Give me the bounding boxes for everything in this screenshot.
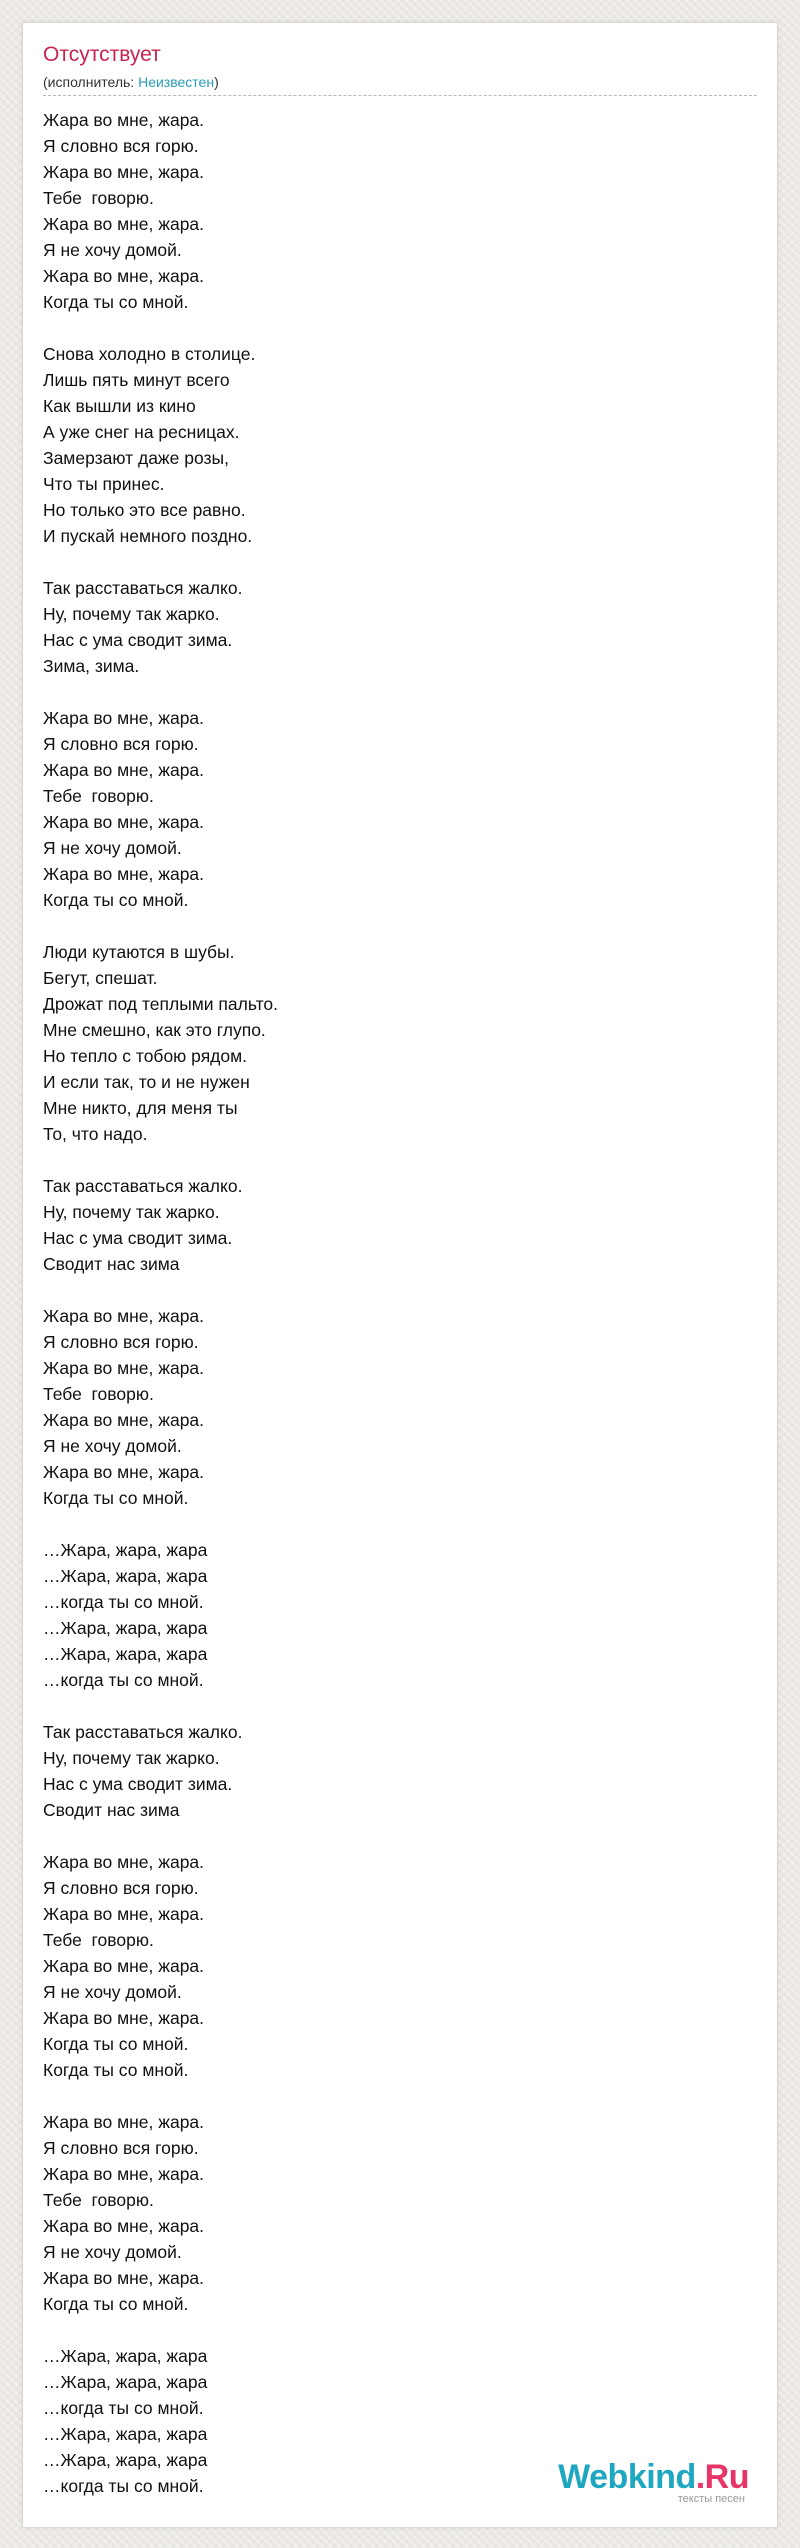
lyrics-line: Жара во мне, жара. — [43, 2216, 205, 2236]
lyrics-line: …когда ты со мной. — [43, 2398, 204, 2418]
lyrics-line: Но тепло с тобою рядом. — [43, 1046, 248, 1066]
logo-word: Webkind — [558, 2458, 696, 2496]
lyrics-line: Жара во мне, жара. — [43, 1852, 205, 1872]
lyrics-line: Нас с ума сводит зима. — [43, 1774, 233, 1794]
stanza-gap — [43, 1277, 743, 1303]
lyrics-line: Сводит нас зима — [43, 1254, 180, 1274]
lyrics-line: Сводит нас зима — [43, 1800, 180, 1820]
lyrics-line: Я словно вся горю. — [43, 1332, 199, 1352]
lyrics-line: Когда ты со мной. — [43, 2034, 189, 2054]
stanza-gap — [43, 1511, 743, 1537]
lyrics-line: Я словно вся горю. — [43, 734, 199, 754]
lyrics-line: Жара во мне, жара. — [43, 266, 205, 286]
lyrics-stanza — [43, 705, 743, 913]
lyrics-line: Люди кутаются в шубы. — [43, 942, 235, 962]
lyrics-line: Жара во мне, жара. — [43, 864, 205, 884]
lyrics-stanza — [43, 107, 743, 315]
lyrics-line: Тебе говорю. — [43, 1384, 154, 1404]
lyrics-stanza — [43, 1849, 743, 2083]
lyrics-line: Я не хочу домой. — [43, 1982, 182, 2002]
lyrics-line: …Жара, жара, жара — [43, 2424, 208, 2444]
lyrics-line: Жара во мне, жара. — [43, 1956, 205, 1976]
lyrics-line: …когда ты со мной. — [43, 2476, 204, 2496]
lyrics-stanza — [43, 341, 743, 549]
artist-line — [43, 73, 219, 91]
lyrics-line: Жара во мне, жара. — [43, 214, 205, 234]
lyrics-line: Жара во мне, жара. — [43, 162, 205, 182]
lyrics-line: Я словно вся горю. — [43, 2138, 199, 2158]
stanza-gap — [43, 1693, 743, 1719]
stanza-gap — [43, 679, 743, 705]
lyrics-stanza — [43, 2109, 743, 2317]
lyrics-line: Зима, зима. — [43, 656, 140, 676]
lyrics-line: Жара во мне, жара. — [43, 1462, 205, 1482]
lyrics-line: Жара во мне, жара. — [43, 708, 205, 728]
lyrics-line: Жара во мне, жара. — [43, 1358, 205, 1378]
lyrics-line: …Жара, жара, жара — [43, 1644, 208, 1664]
lyrics-line: …Жара, жара, жара — [43, 2346, 208, 2366]
lyrics-line: Ну, почему так жарко. — [43, 604, 220, 624]
lyrics-line: И если так, то и не нужен — [43, 1072, 250, 1092]
lyrics-line: Жара во мне, жара. — [43, 1904, 205, 1924]
lyrics-line: Дрожат под теплыми пальто. — [43, 994, 279, 1014]
lyrics-card — [22, 22, 778, 2528]
lyrics-line: Я не хочу домой. — [43, 2242, 182, 2262]
logo-tagline: тексты песен — [677, 2493, 745, 2505]
lyrics-line: …Жара, жара, жара — [43, 1540, 208, 1560]
lyrics-line: Замерзают даже розы, — [43, 448, 229, 468]
lyrics-line: Снова холодно в столице. — [43, 344, 256, 364]
stanza-gap — [43, 315, 743, 341]
lyrics-line: Бегут, спешат. — [43, 968, 158, 988]
artist-suffix: ) — [214, 74, 219, 90]
lyrics-line: Тебе говорю. — [43, 786, 154, 806]
lyrics-line: Но только это все равно. — [43, 500, 246, 520]
lyrics-line: Жара во мне, жара. — [43, 2008, 205, 2028]
lyrics-line: Жара во мне, жара. — [43, 2268, 205, 2288]
artist-link[interactable]: Неизвестен — [138, 74, 215, 90]
lyrics-line: …Жара, жара, жара — [43, 1566, 208, 1586]
lyrics-stanza — [43, 939, 743, 1147]
lyrics-line: Жара во мне, жара. — [43, 2164, 205, 2184]
lyrics-stanza — [43, 1719, 743, 1823]
lyrics-line: …Жара, жара, жара — [43, 2450, 208, 2470]
lyrics-line: Жара во мне, жара. — [43, 812, 205, 832]
lyrics-line: Что ты принес. — [43, 474, 165, 494]
logo-wordmark — [558, 2460, 749, 2494]
artist-prefix: (исполнитель: — [43, 74, 139, 90]
lyrics-stanza — [43, 1303, 743, 1511]
lyrics-line: И пускай немного поздно. — [43, 526, 253, 546]
lyrics-line: Когда ты со мной. — [43, 292, 189, 312]
lyrics-line: Так расставаться жалко. — [43, 578, 243, 598]
lyrics-line: Я словно вся горю. — [43, 1878, 199, 1898]
lyrics-line: Я не хочу домой. — [43, 838, 182, 858]
lyrics-line: Как вышли из кино — [43, 396, 196, 416]
site-logo[interactable] — [558, 2460, 749, 2505]
song-title: Отсутствует — [43, 43, 161, 66]
stanza-gap — [43, 2083, 743, 2109]
lyrics-line: Ну, почему так жарко. — [43, 1748, 220, 1768]
lyrics-stanza — [43, 1173, 743, 1277]
lyrics-line: Мне никто, для меня ты — [43, 1098, 238, 1118]
lyrics-body — [43, 107, 743, 2499]
lyrics-line: Тебе говорю. — [43, 2190, 154, 2210]
lyrics-line: Мне смешно, как это глупо. — [43, 1020, 266, 1040]
stanza-gap — [43, 549, 743, 575]
lyrics-line: …Жара, жара, жара — [43, 1618, 208, 1638]
lyrics-line: То, что надо. — [43, 1124, 148, 1144]
lyrics-line: Тебе говорю. — [43, 188, 154, 208]
lyrics-stanza — [43, 1537, 743, 1693]
lyrics-line: А уже снег на ресницах. — [43, 422, 240, 442]
stanza-gap — [43, 1823, 743, 1849]
lyrics-line: Жара во мне, жара. — [43, 1410, 205, 1430]
lyrics-line: Когда ты со мной. — [43, 2060, 189, 2080]
lyrics-line: Жара во мне, жара. — [43, 110, 205, 130]
lyrics-line: Я словно вся горю. — [43, 136, 199, 156]
stanza-gap — [43, 913, 743, 939]
lyrics-line: Жара во мне, жара. — [43, 760, 205, 780]
lyrics-line: Нас с ума сводит зима. — [43, 1228, 233, 1248]
lyrics-line: Я не хочу домой. — [43, 1436, 182, 1456]
lyrics-line: Жара во мне, жара. — [43, 2112, 205, 2132]
lyrics-line: Когда ты со мной. — [43, 1488, 189, 1508]
lyrics-line: Я не хочу домой. — [43, 240, 182, 260]
lyrics-line: Когда ты со мной. — [43, 2294, 189, 2314]
stanza-gap — [43, 1147, 743, 1173]
lyrics-stanza — [43, 575, 743, 679]
lyrics-line: …когда ты со мной. — [43, 1670, 204, 1690]
lyrics-line: Так расставаться жалко. — [43, 1176, 243, 1196]
lyrics-line: …когда ты со мной. — [43, 1592, 204, 1612]
lyrics-line: Жара во мне, жара. — [43, 1306, 205, 1326]
lyrics-line: Когда ты со мной. — [43, 890, 189, 910]
lyrics-line: …Жара, жара, жара — [43, 2372, 208, 2392]
lyrics-line: Ну, почему так жарко. — [43, 1202, 220, 1222]
title-divider — [43, 95, 757, 96]
stanza-gap — [43, 2317, 743, 2343]
lyrics-line: Лишь пять минут всего — [43, 370, 230, 390]
lyrics-line: Тебе говорю. — [43, 1930, 154, 1950]
logo-tld: .Ru — [695, 2458, 749, 2496]
lyrics-line: Так расставаться жалко. — [43, 1722, 243, 1742]
lyrics-line: Нас с ума сводит зима. — [43, 630, 233, 650]
